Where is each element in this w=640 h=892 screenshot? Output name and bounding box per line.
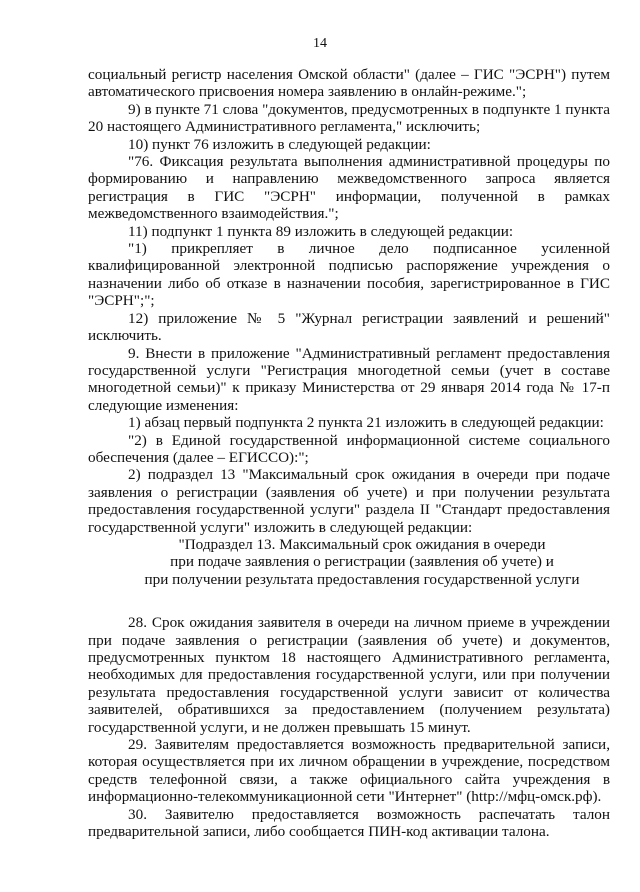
paragraph: 10) пункт 76 изложить в следующей редакции:	[128, 135, 431, 153]
document-body	[88, 66, 610, 840]
heading-line-1: "Подраздел 13. Максимальный срок ожидания в очереди	[178, 535, 546, 553]
paragraph: 29. Заявителям предоставляется возможность предварительной записи, которая осуществляется при их личном обращении в учреждение, посредством средств телефонной связи, а также официального сайта учреждения в информационно-телекоммуникационной сети "Интернет" (http://мфц-омск.рф).	[88, 736, 610, 806]
paragraph: 9) в пункте 71 слова "документов, предусмотренных в подпункте 1 пункта 20 настоящего Административного регламента," исключить;	[88, 100, 610, 136]
paragraph: 11) подпункт 1 пункта 89 изложить в следующей редакции:	[128, 222, 514, 240]
paragraph: "76. Фиксация результата выполнения административной процедуры по формированию и направлению межведомственного запроса является регистрация в ГИС "ЭСРН" информации, полученной в рамках межведомственного взаимодействия.";	[88, 153, 610, 223]
paragraph: 9. Внести в приложение "Административный регламент предоставления государственной услуги "Регистрация многодетной семьи (учет в составе многодетной семьи)" к приказу Министерства от 29 января 2014 года № 17-п следующие изменения:	[88, 344, 610, 414]
spacer	[88, 588, 610, 614]
paragraph: социальный регистр населения Омской области" (далее – ГИС "ЭСРН") путем автоматического присвоения номера заявлению в онлайн-режиме.";	[88, 66, 610, 101]
page-number: 14	[313, 36, 327, 51]
heading-line-2: при подаче заявления о регистрации (заявления об учете) и	[170, 553, 554, 571]
amendments-section	[88, 66, 610, 536]
heading-line-3: при получении результата предоставления государственной услуги	[144, 570, 580, 588]
paragraph: 12) приложение № 5 "Журнал регистрации заявлений и решений" исключить.	[88, 309, 610, 345]
subsection-body	[88, 614, 610, 840]
paragraph: 30. Заявителю предоставляется возможность распечатать талон предварительной записи, либо сообщается ПИН-код активации талона.	[88, 805, 610, 841]
paragraph: 2) подраздел 13 "Максимальный срок ожидания в очереди при подаче заявления о регистрации (заявления об учете) и при получении результата предоставления государственной услуги" раздела II "Стандарт предоставления государственной услуги" изложить в следующей редакции:	[88, 466, 610, 536]
paragraph: 28. Срок ожидания заявителя в очереди на личном приеме в учреждении при подаче заявления о регистрации (заявления об учете) и документов, предусмотренных пунктом 18 настоящего Административного регламента, необходимых для предоставления государственной услуги, или при получении результата предоставления государственной услуги зависит от количества заявителей, обратившихся за предоставлением (получением результата) государственной услуги, и не должен превышать 15 минут.	[88, 614, 610, 736]
paragraph: "1) прикрепляет в личное дело подписанное усиленной квалифицированной электронной подписью распоряжение учреждения о назначении либо об отказе в назначении пособия, зарегистрированное в ГИС "ЭСРН";";	[88, 240, 610, 310]
paragraph: 1) абзац первый подпункта 2 пункта 21 изложить в следующей редакции:	[128, 414, 604, 432]
subsection-heading	[88, 536, 610, 588]
paragraph: "2) в Единой государственной информационной системе социального обеспечения (далее – ЕГИССО):";	[88, 431, 610, 466]
